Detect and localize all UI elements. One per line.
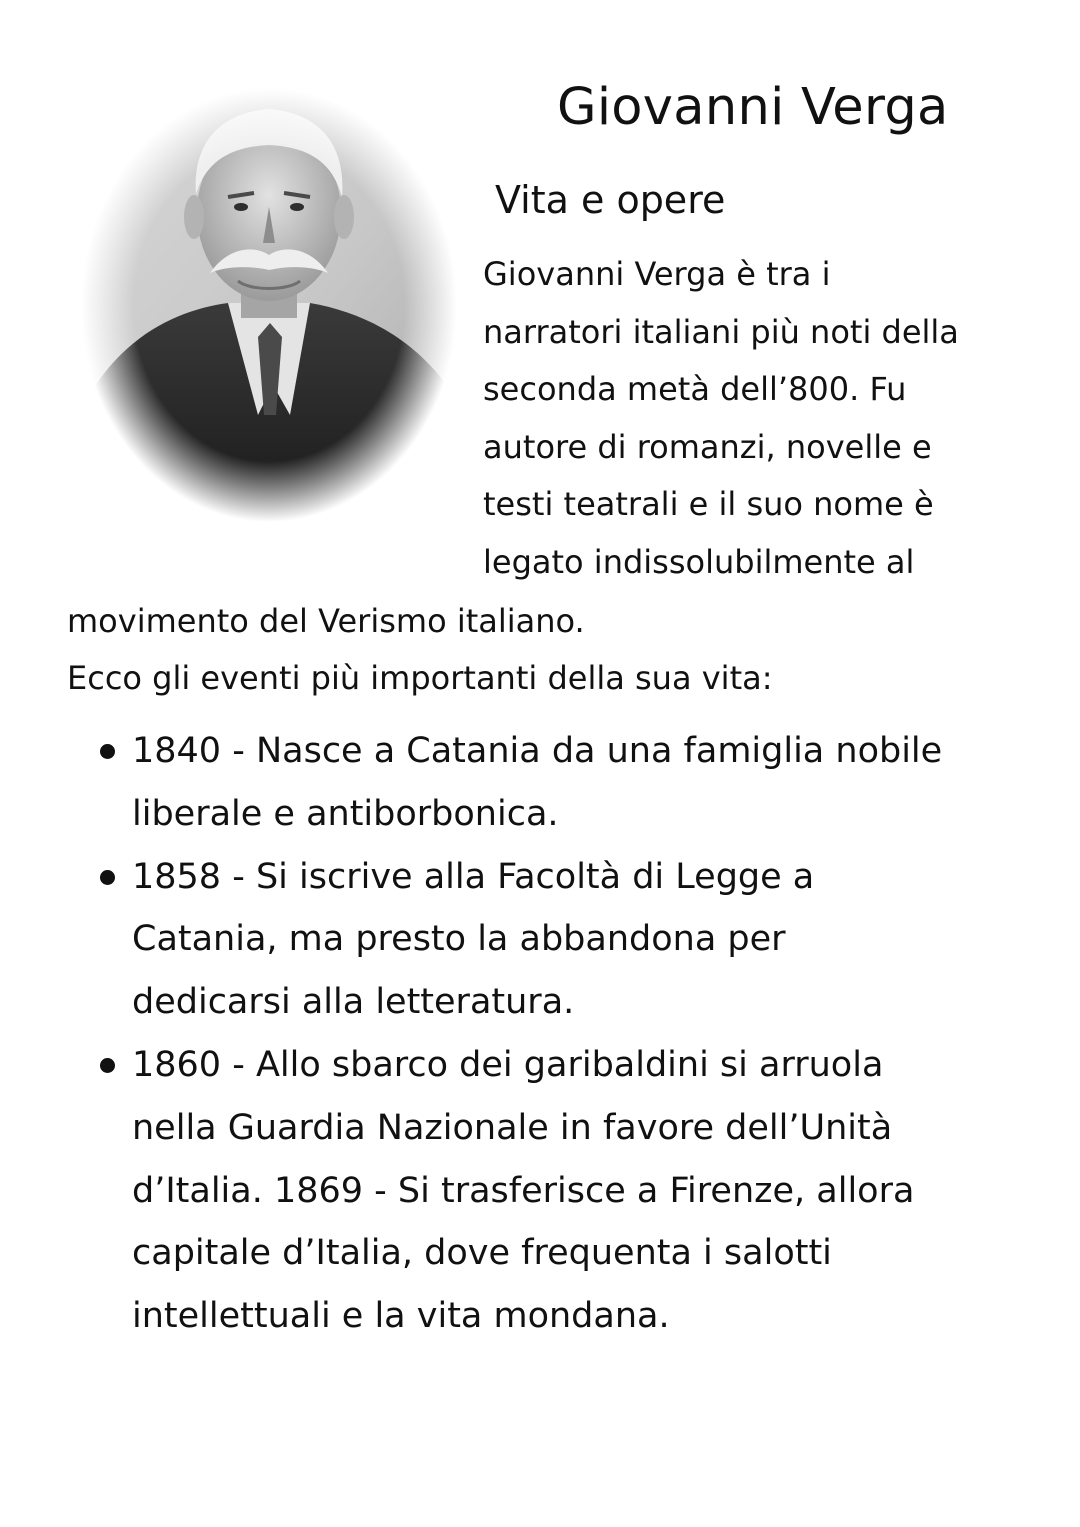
bullet-icon xyxy=(100,1058,115,1073)
timeline-line: intellettuali e la vita mondana. xyxy=(132,1296,670,1337)
timeline-item xyxy=(98,846,942,1034)
intro-paragraph xyxy=(483,246,959,591)
timeline-item xyxy=(98,1034,942,1348)
timeline-line: d’Italia. 1869 - Si trasferisce a Firenze, allora xyxy=(132,1170,915,1211)
intro-line: movimento del Verismo italiano. xyxy=(67,602,585,640)
timeline-line: Catania, ma presto la abbandona per xyxy=(132,919,786,960)
timeline-item-text xyxy=(132,1034,942,1348)
intro-paragraph-continued xyxy=(67,593,585,651)
bullet-icon xyxy=(100,744,115,759)
intro-line: legato indissolubilmente al xyxy=(483,542,915,581)
intro-line: Giovanni Verga è tra i xyxy=(483,255,831,293)
timeline-line: dedicarsi alla letteratura. xyxy=(132,982,575,1023)
timeline-item-text xyxy=(132,846,942,1034)
timeline-line: nella Guardia Nazionale in favore dell’Unità xyxy=(132,1107,893,1148)
timeline-list xyxy=(98,720,942,1348)
timeline-item xyxy=(98,720,942,846)
timeline-line: liberale e antiborbonica. xyxy=(132,793,559,834)
bullet-icon xyxy=(100,870,115,885)
portrait-image xyxy=(78,85,460,525)
intro-line: autore di romanzi, novelle e xyxy=(483,427,932,466)
intro-line: seconda metà dell’800. Fu xyxy=(483,370,907,408)
timeline-item-text xyxy=(132,720,942,846)
timeline-line: 1840 - Nasce a Catania da una famiglia nobile xyxy=(132,731,943,771)
intro-line: narratori italiani più noti della xyxy=(483,312,959,351)
timeline-line: capitale d’Italia, dove frequenta i salotti xyxy=(132,1233,832,1274)
timeline-line: 1860 - Allo sbarco dei garibaldini si arruola xyxy=(132,1044,884,1085)
section-subtitle: Vita e opere xyxy=(495,178,726,222)
timeline-line: 1858 - Si iscrive alla Facoltà di Legge a xyxy=(132,856,815,897)
intro-line: testi teatrali e il suo nome è xyxy=(483,485,934,523)
page-title: Giovanni Verga xyxy=(557,78,949,137)
timeline-lead: Ecco gli eventi più importanti della sua vita: xyxy=(67,659,773,697)
